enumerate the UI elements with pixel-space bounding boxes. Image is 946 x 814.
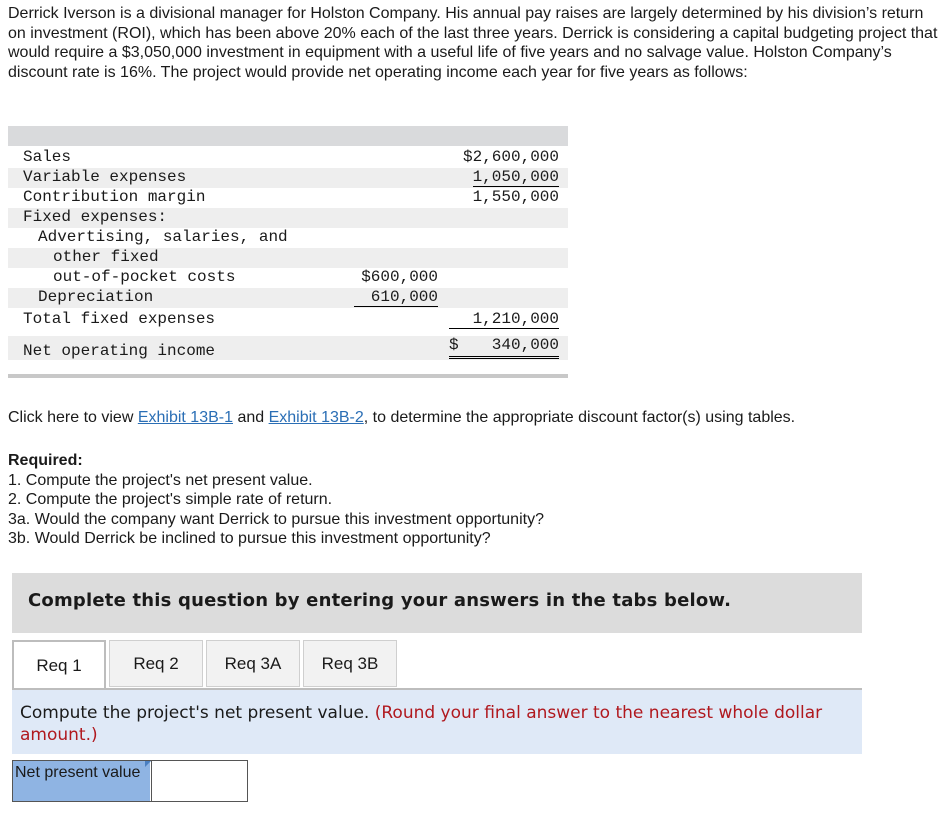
exhibit-prefix: Click here to view <box>8 409 138 426</box>
row-fixed-heading <box>8 208 568 228</box>
required-item-3b: 3b. Would Derrick be inclined to pursue this investment opportunity? <box>8 530 491 547</box>
income-statement <box>8 126 568 378</box>
row-contribution <box>8 188 568 208</box>
total-fixed-value: 1,210,000 <box>449 310 559 329</box>
total-fixed-label: Total fixed expenses <box>23 310 216 328</box>
row-advertising-3 <box>8 268 568 288</box>
row-variable <box>8 168 568 188</box>
required-section <box>8 451 544 549</box>
npv-answer-row <box>12 760 248 802</box>
tab-req-1[interactable]: Req 1 <box>12 640 106 690</box>
instruction-note: (Round your final answer to the nearest whole dollar amount.) <box>20 703 823 745</box>
problem-intro: Derrick Iverson is a divisional manager for Holston Company. His annual pay raises are largely determined by his division’s return on investment (ROI), which has been above 20% each of the last three years. Derrick is considering a capital budgeting project that would require a $3,050,000 investment in equipment with a useful life of five years and no salvage value. Holston Company’s discount rate is 16%. The project would provide net operating income each year for five years as follows: <box>8 5 938 81</box>
statement-footer-bar <box>8 374 568 378</box>
variable-label: Variable expenses <box>23 168 187 186</box>
adv-value: $600,000 <box>361 268 438 286</box>
noi-label: Net operating income <box>23 342 216 360</box>
noi-value: 340,000 <box>491 336 559 354</box>
row-total-fixed <box>8 310 568 330</box>
instruction-text <box>20 702 850 746</box>
row-sales <box>8 148 568 168</box>
dep-value: 610,000 <box>354 288 438 307</box>
tab-req-3a[interactable]: Req 3A <box>206 640 300 687</box>
adv-label-1: Advertising, salaries, and <box>38 228 288 246</box>
tab-req-2[interactable]: Req 2 <box>109 640 203 687</box>
exhibit-line <box>8 409 795 427</box>
tab-instruction-panel <box>12 690 862 754</box>
row-depreciation <box>8 288 568 308</box>
banner-text: Complete this question by entering your answers in the tabs below. <box>28 590 732 611</box>
dep-label: Depreciation <box>38 288 154 306</box>
adv-label-3: out-of-pocket costs <box>53 268 236 286</box>
exhibit-13b1-link[interactable]: Exhibit 13B-1 <box>137 409 233 426</box>
statement-header-bar <box>8 126 568 146</box>
cm-value: 1,550,000 <box>472 188 559 206</box>
exhibit-middle: and <box>233 409 269 426</box>
npv-input[interactable] <box>151 761 247 801</box>
fixed-label: Fixed expenses: <box>23 208 168 226</box>
tab-req-3b[interactable]: Req 3B <box>303 640 397 687</box>
cm-label: Contribution margin <box>23 188 206 206</box>
variable-value: 1,050,000 <box>472 168 559 186</box>
sales-label: Sales <box>23 148 72 166</box>
adv-label-2: other fixed <box>53 248 159 266</box>
noi-dollar: $ <box>449 336 459 354</box>
noi-total-rule <box>449 336 559 359</box>
exhibit-13b2-link[interactable]: Exhibit 13B-2 <box>268 409 364 426</box>
npv-label: Net present value <box>13 761 150 801</box>
exhibit-suffix: , to determine the appropriate discount factor(s) using tables. <box>363 409 796 426</box>
instruction-main: Compute the project's net present value. <box>20 703 375 723</box>
required-heading: Required: <box>8 452 83 469</box>
row-advertising-1 <box>8 228 568 248</box>
required-item-2: 2. Compute the project's simple rate of return. <box>8 491 333 508</box>
row-net-operating-income <box>8 336 568 360</box>
required-item-3a: 3a. Would the company want Derrick to pursue this investment opportunity? <box>8 510 544 528</box>
row-advertising-2 <box>8 248 568 268</box>
sales-value: $2,600,000 <box>462 148 559 166</box>
instructions-banner <box>12 573 862 633</box>
required-item-1: 1. Compute the project's net present value. <box>8 471 313 489</box>
